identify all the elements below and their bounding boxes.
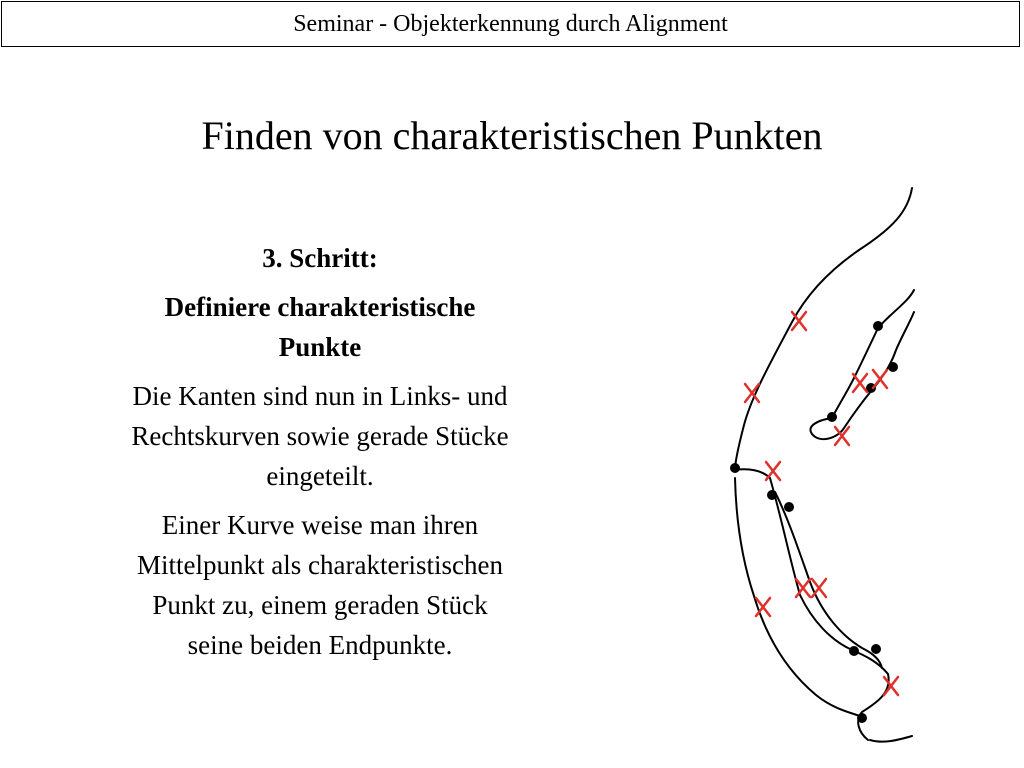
seminar-title: Seminar - Objekterkennung durch Alignment xyxy=(293,10,728,37)
inner-loop-contour xyxy=(810,290,914,439)
header-box xyxy=(1,1,1020,47)
paragraph-2-line-2: Mittelpunkt als charakteristischen xyxy=(137,550,503,580)
cross-3 xyxy=(853,374,867,392)
cross-10 xyxy=(884,677,898,695)
dot-9 xyxy=(871,644,881,654)
text-column xyxy=(70,238,570,674)
slide-title: Finden von charakteristischen Punkten xyxy=(201,113,823,158)
outer-contour xyxy=(735,188,912,470)
lower-inner-contour xyxy=(775,492,882,668)
dot-7 xyxy=(784,502,794,512)
step-heading-line-2: Punkte xyxy=(278,332,362,362)
dot-1 xyxy=(873,321,883,331)
dot-2 xyxy=(888,362,898,372)
cross-1 xyxy=(792,312,806,330)
paragraph-1-line-3: eingeteilt. xyxy=(266,461,374,491)
cross-4 xyxy=(873,370,887,388)
bottom-edge-contour xyxy=(870,736,912,742)
step-label: 3. Schritt: xyxy=(262,243,378,273)
paragraph-2-line-3: Punkt zu, einem geraden Stück xyxy=(152,590,488,620)
dot-8 xyxy=(849,646,859,656)
dot-10 xyxy=(857,713,867,723)
dot-4 xyxy=(827,412,837,422)
contour-drawing xyxy=(700,180,924,760)
step-heading-line-1: Definiere charakteristische xyxy=(164,292,476,322)
cross-8 xyxy=(812,579,826,597)
lower-outer-contour xyxy=(735,469,889,740)
paragraph-1 xyxy=(70,376,570,496)
dot-6 xyxy=(767,490,777,500)
paragraph-1-line-2: Rechtskurven sowie gerade Stücke xyxy=(131,421,509,451)
paragraph-2 xyxy=(70,505,570,665)
dot-5 xyxy=(730,463,740,473)
paragraph-2-line-4: seine beiden Endpunkte. xyxy=(187,630,453,660)
paragraph-1-line-1: Die Kanten sind nun in Links- und xyxy=(132,381,508,411)
cross-6 xyxy=(766,462,780,480)
step-heading xyxy=(70,287,570,367)
paragraph-2-line-1: Einer Kurve weise man ihren xyxy=(161,510,479,540)
